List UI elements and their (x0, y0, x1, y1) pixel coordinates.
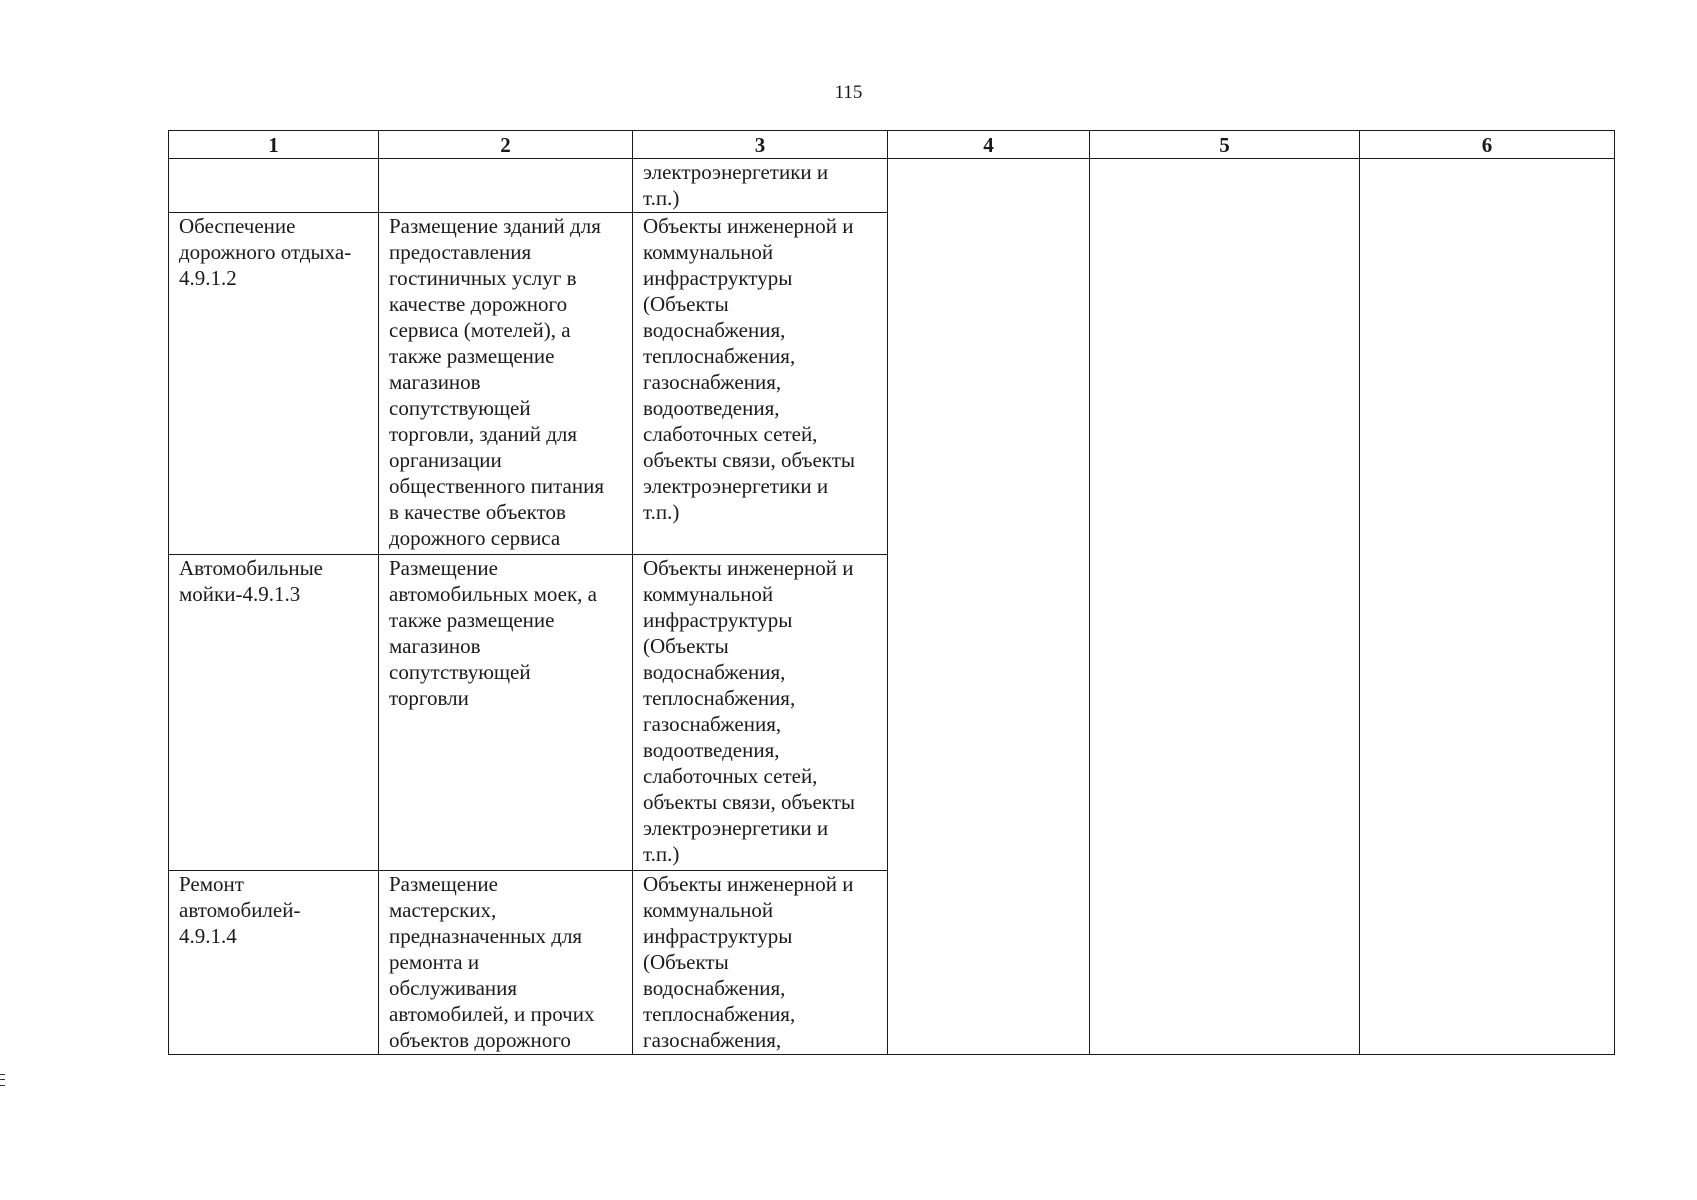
land-use-table (168, 130, 1615, 1055)
use-name-cell: Обеспечение дорожного отдыха- 4.9.1.2 (169, 213, 379, 555)
auxiliary-use-cell: Объекты инженерной и коммунальной инфраструктуры (Объекты водоснабжения, теплоснабжения, газоснабжения, водоотведения, слаботочных сетей, объекты связи, объекты электроэнергетики и т.п.) (633, 555, 888, 871)
auxiliary-use-cell: Объекты инженерной и коммунальной инфраструктуры (Объекты водоснабжения, теплоснабжения, газоснабжения, водоотведения, слаботочных сетей, объекты связи, объекты электроэнергетики и т.п.) (633, 213, 888, 555)
use-name-cell: Ремонт автомобилей- 4.9.1.4 (169, 871, 379, 1055)
use-name-cell: Автомобильные мойки-4.9.1.3 (169, 555, 379, 871)
column-header-3: 3 (633, 131, 888, 159)
merged-cell-col6 (1360, 159, 1615, 1055)
use-description-cell: Размещение мастерских, предназначенных для ремонта и обслуживания автомобилей, и прочих объектов дорожного (379, 871, 633, 1055)
column-header-1: 1 (169, 131, 379, 159)
auxiliary-use-cell: Объекты инженерной и коммунальной инфраструктуры (Объекты водоснабжения, теплоснабжения, газоснабжения, (633, 871, 888, 1055)
row-continued-col1 (169, 159, 379, 213)
merged-cell-col5 (1090, 159, 1360, 1055)
header-row (169, 131, 1615, 159)
scan-edge-mark (0, 1074, 5, 1086)
row-continued-col3: электроэнергетики и т.п.) (633, 159, 888, 213)
column-header-2: 2 (379, 131, 633, 159)
column-header-4: 4 (888, 131, 1090, 159)
use-description-cell: Размещение зданий для предоставления гостиничных услуг в качестве дорожного сервиса (мотелей), а также размещение магазинов сопутствующей торговли, зданий для организации общественного питания в качестве объектов дорожного сервиса (379, 213, 633, 555)
page-number: 115 (834, 82, 863, 103)
column-header-5: 5 (1090, 131, 1360, 159)
table-row (169, 159, 1615, 213)
use-description-cell: Размещение автомобильных моек, а также размещение магазинов сопутствующей торговли (379, 555, 633, 871)
merged-cell-col4 (888, 159, 1090, 1055)
row-continued-col2 (379, 159, 633, 213)
column-header-6: 6 (1360, 131, 1615, 159)
